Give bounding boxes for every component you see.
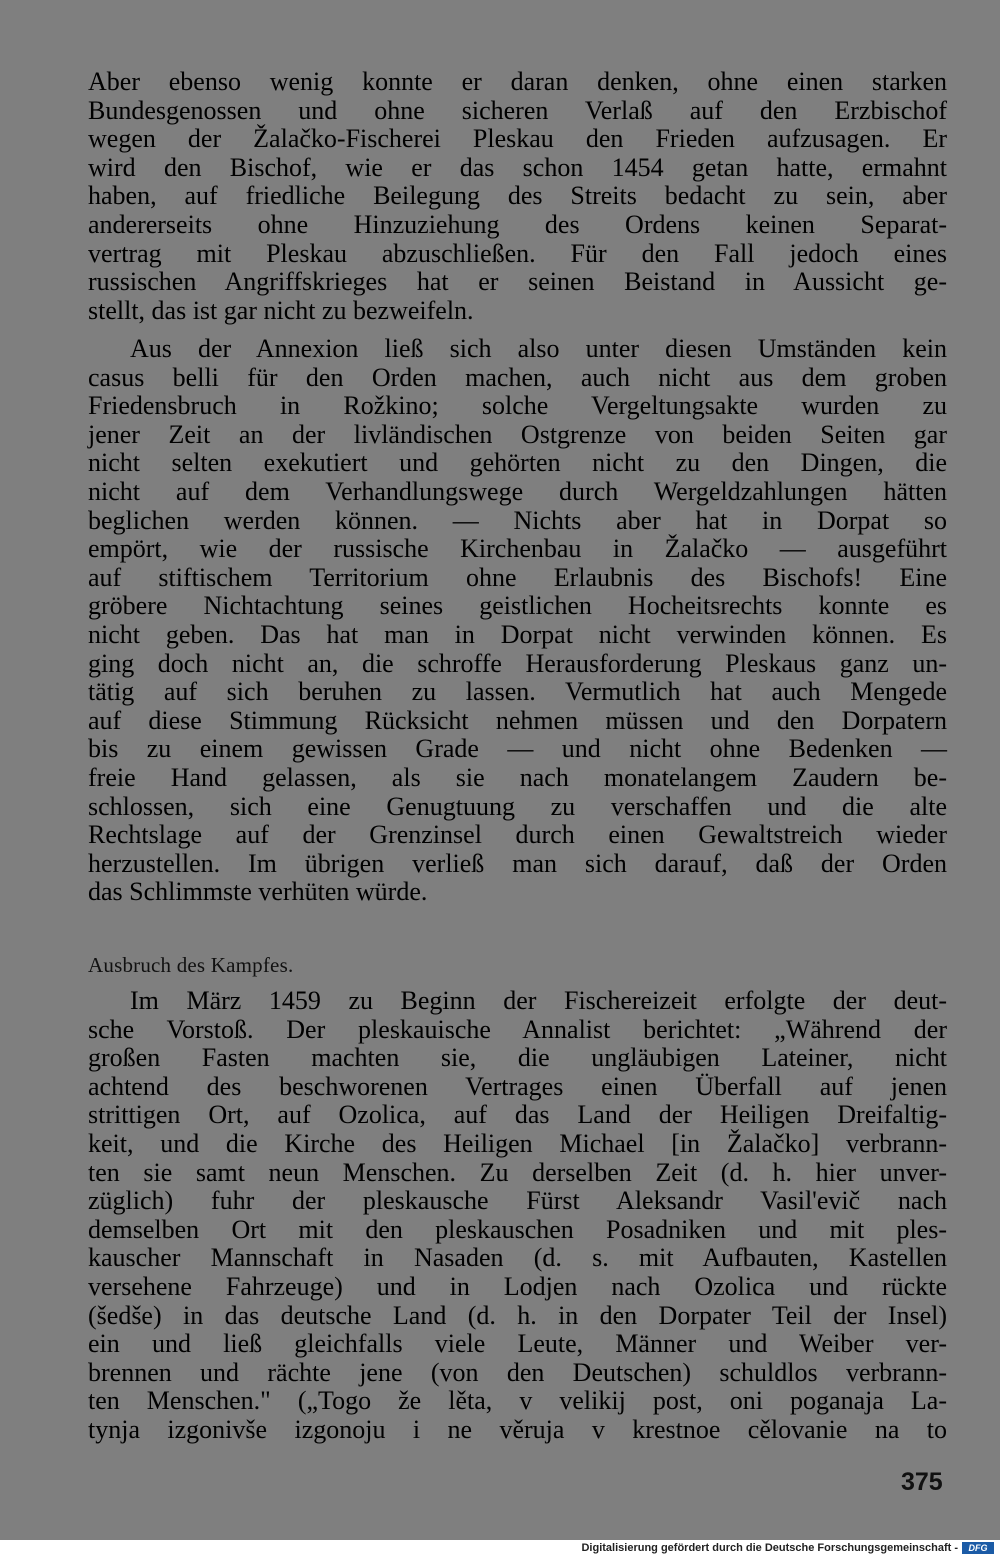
text-line: nicht geben. Das hat man in Dorpat nicht verwinden können. Es xyxy=(88,619,947,649)
paragraph-1 xyxy=(88,68,947,325)
text-line: Bundesgenossen und ohne sicheren Verlaß auf den Erzbischof xyxy=(88,95,947,125)
text-line: beglichen werden können. — Nichts aber hat in Dorpat so xyxy=(88,505,947,535)
text-line: ging doch nicht an, die schroffe Herausforderung Pleskaus ganz un- xyxy=(88,648,947,678)
page-number: 375 xyxy=(901,1468,943,1496)
text-line: auf diese Stimmung Rücksicht nehmen müssen und den Dorpatern xyxy=(88,705,947,735)
text-line: das Schlimmste verhüten würde. xyxy=(88,877,428,907)
text-line: wird den Bischof, wie er das schon 1454 getan hatte, ermahnt xyxy=(88,152,947,182)
text-line: casus belli für den Orden machen, auch nicht aus dem groben xyxy=(88,362,947,392)
text-line: brennen und rächte jene (von den Deutschen) schuldlos verbrann- xyxy=(88,1357,947,1387)
text-line: Rechtslage auf der Grenzinsel durch einen Gewaltstreich wieder xyxy=(88,820,947,850)
text-line: ein und ließ gleichfalls viele Leute, Männer und Weiber ver- xyxy=(88,1329,947,1359)
text-line: tätig auf sich beruhen zu lassen. Vermutlich hat auch Mengede xyxy=(88,677,947,707)
funding-notice: Digitalisierung gefördert durch die Deutsche Forschungsgemeinschaft - xyxy=(581,1542,958,1554)
text-line: freie Hand gelassen, als sie nach monatelangem Zaudern be- xyxy=(88,762,947,792)
text-line: haben, auf friedliche Beilegung des Streits bedacht zu sein, aber xyxy=(88,181,947,211)
text-line: Aus der Annexion ließ sich also unter diesen Umständen kein xyxy=(130,334,947,363)
text-line: Friedensbruch in Rožkino; solche Vergeltungsakte wurden zu xyxy=(88,391,947,421)
text-line: russischen Angriffskrieges hat er seinen Beistand in Aussicht ge- xyxy=(88,267,947,297)
text-line: ten Menschen." („Togo že lěta, v velikij post, oni poganaja La- xyxy=(88,1386,947,1416)
text-line: demselben Ort mit den pleskauschen Posadniken und mit ples- xyxy=(88,1214,947,1244)
text-line: versehene Fahrzeuge) und in Lodjen nach Ozolica und rückte xyxy=(88,1271,947,1301)
text-line: sche Vorstoß. Der pleskauische Annalist berichtet: „Während der xyxy=(88,1014,947,1044)
text-line: bis zu einem gewissen Grade — und nicht ohne Bedenken — xyxy=(88,734,947,764)
text-line: kauscher Mannschaft in Nasaden (d. s. mit Aufbauten, Kastellen xyxy=(88,1243,947,1273)
text-line: jener Zeit an der livländischen Ostgrenze von beiden Seiten gar xyxy=(88,419,947,449)
text-line: andererseits ohne Hinzuziehung des Ordens keinen Separat- xyxy=(88,209,947,239)
text-line: auf stiftischem Territorium ohne Erlaubnis des Bischofs! Eine xyxy=(88,562,947,592)
text-line: strittigen Ort, auf Ozolica, auf das Land der Heiligen Dreifaltig- xyxy=(88,1100,947,1130)
text-line: züglich) fuhr der pleskausche Fürst Aleksandr Vasil'evič nach xyxy=(88,1186,947,1216)
text-line: gröbere Nichtachtung seines geistlichen Hocheitsrechts konnte es xyxy=(88,591,947,621)
text-line: Im März 1459 zu Beginn der Fischereizeit erfolgte der deut- xyxy=(130,986,947,1015)
text-line: vertrag mit Pleskau abzuschließen. Für den Fall jedoch eines xyxy=(88,238,947,268)
text-line: tynja izgonivše izgonoju i ne věruja v krestnoe cělovanie na to xyxy=(88,1414,947,1444)
footer-bar xyxy=(0,1540,1000,1557)
text-line: wegen der Žalačko-Fischerei Pleskau den Frieden aufzusagen. Er xyxy=(88,124,947,154)
text-line: achtend des beschworenen Vertrages einen Überfall auf jenen xyxy=(88,1071,947,1101)
text-line: nicht selten exekutiert und gehörten nicht zu den Dingen, die xyxy=(88,448,947,478)
dfg-logo[interactable]: DFG xyxy=(962,1542,994,1554)
section-heading: Ausbruch des Kampfes. xyxy=(88,953,294,977)
text-line: nicht auf dem Verhandlungswege durch Wergeldzahlungen hätten xyxy=(88,476,947,506)
text-line: stellt, das ist gar nicht zu bezweifeln. xyxy=(88,295,474,325)
text-line: (šedše) in das deutsche Land (d. h. in den Dorpater Teil der Insel) xyxy=(88,1300,947,1330)
text-line: schlossen, sich eine Genugtuung zu verschaffen und die alte xyxy=(88,791,947,821)
text-line: ten sie samt neun Menschen. Zu derselben Zeit (d. h. hier unver- xyxy=(88,1157,947,1187)
text-line: großen Fasten machten sie, die ungläubigen Lateiner, nicht xyxy=(88,1043,947,1073)
text-line: Aber ebenso wenig konnte er daran denken, ohne einen starken xyxy=(88,67,947,96)
text-line: herzustellen. Im übrigen verließ man sich darauf, daß der Orden xyxy=(88,848,947,878)
text-line: empört, wie der russische Kirchenbau in Žalačko — ausgeführt xyxy=(88,534,947,564)
paragraph-3 xyxy=(88,987,947,1445)
text-line: keit, und die Kirche des Heiligen Michael [in Žalačko] verbrann- xyxy=(88,1128,947,1158)
paragraph-2 xyxy=(88,335,947,907)
